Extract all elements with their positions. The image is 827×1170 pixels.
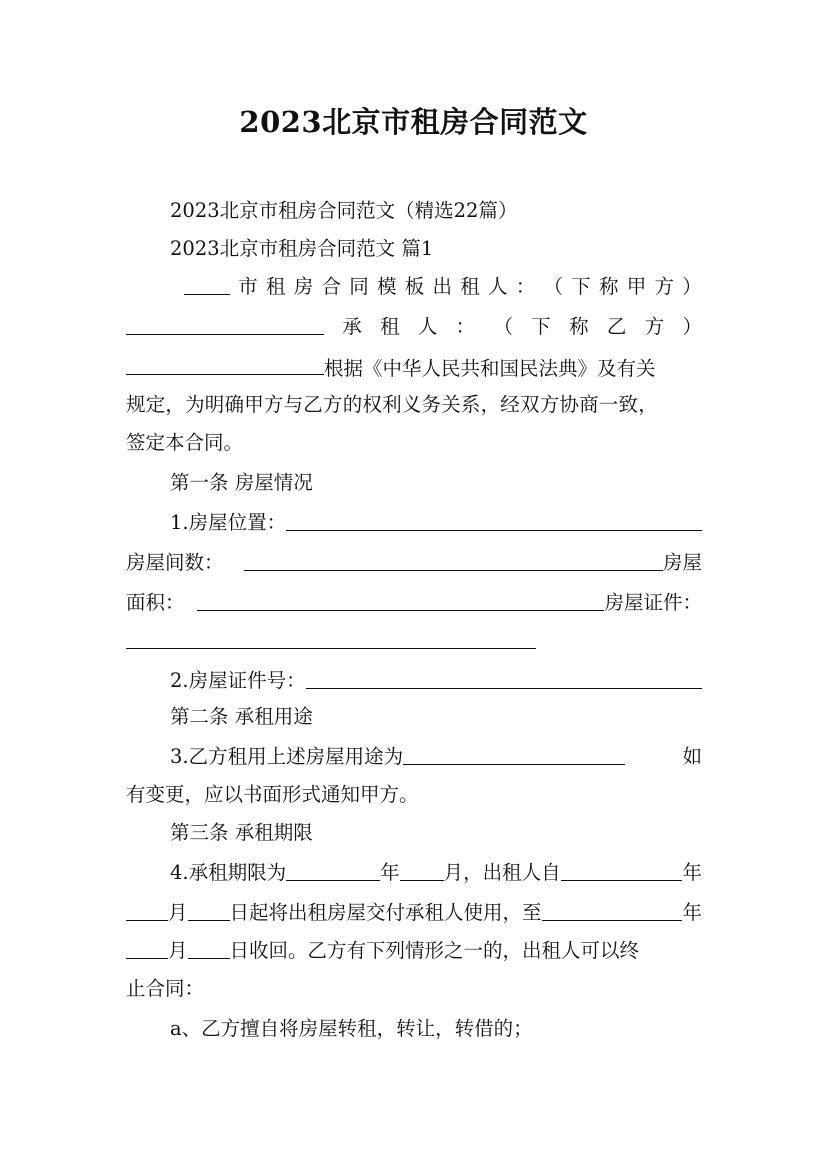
blank-cert xyxy=(126,622,536,649)
blank-start-month xyxy=(126,894,168,921)
intro-line-4: 规定，为明确甲方与乙方的权利义务关系，经双方协商一致， xyxy=(126,393,658,416)
location-line: 1.房屋位置： xyxy=(170,504,702,542)
blank-rooms xyxy=(244,544,663,571)
use-line: 3.乙方租用上述房屋用途为 如 xyxy=(170,738,702,776)
blank-city xyxy=(184,268,230,295)
article-1-heading: 第一条 房屋情况 xyxy=(170,471,313,494)
blank-end-month xyxy=(126,932,168,959)
terminate-line: 止合同： xyxy=(126,977,205,1000)
area-line: 面积： 房屋证件： xyxy=(126,584,702,622)
blank-end-year xyxy=(542,894,683,921)
article-3-heading: 第三条 承租期限 xyxy=(170,821,313,844)
deliver-line: 月 日 起将出租房屋交付承租人使用，至 年 xyxy=(126,894,702,932)
section-heading: 2023北京市租房合同范文 篇1 xyxy=(170,237,434,260)
intro-line-2: 承 租 人 ： （ 下 称 乙 方 ） xyxy=(126,308,702,346)
cert-no-line: 2.房屋证件号： xyxy=(170,662,702,700)
return-line: 月 日 收回。乙方有下列情形之一的，出租人可以终 xyxy=(126,932,702,970)
cert-blank-line xyxy=(126,622,702,660)
blank-location xyxy=(286,504,702,531)
blank-start-year xyxy=(561,854,683,881)
intro-line-5: 签定本合同。 xyxy=(126,431,244,454)
blank-use xyxy=(403,738,625,765)
item-a: a、乙方擅自将房屋转租，转让，转借的； xyxy=(170,1017,533,1040)
rooms-line: 房屋间数： 房屋 xyxy=(126,544,702,582)
blank-term-years xyxy=(286,854,380,881)
blank-end-day xyxy=(188,932,230,959)
blank-cert-no xyxy=(306,662,702,689)
change-line: 有变更，应以书面形式通知甲方。 xyxy=(126,783,419,806)
blank-area xyxy=(197,584,605,611)
intro-line-1: 市 租 房 合 同 模 板 出 租 人 ： （ 下 称 甲 方 ） xyxy=(184,268,702,306)
blank-lessee xyxy=(126,348,324,375)
document-title: 2023北京市租房合同范文 xyxy=(239,105,588,139)
term-line: 4.承租期限为 年 月 ，出租人自 年 xyxy=(170,854,702,892)
intro-line-3: 根据《中华人民共和国民法典》及有关 xyxy=(126,348,702,386)
blank-start-day xyxy=(188,894,230,921)
subtitle: 2023北京市租房合同范文（精选22篇） xyxy=(170,199,518,222)
blank-term-months xyxy=(400,854,444,881)
blank-lessor xyxy=(126,308,324,335)
article-2-heading: 第二条 承租用途 xyxy=(170,705,313,728)
